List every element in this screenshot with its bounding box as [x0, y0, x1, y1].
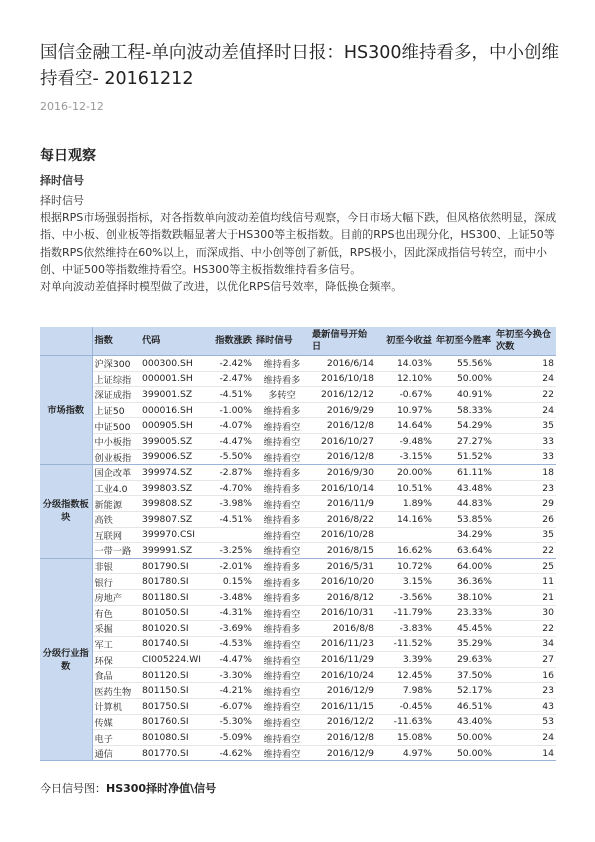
table-cell: 新能源: [92, 496, 140, 512]
table-cell: 22: [494, 621, 556, 637]
table-cell: 399970.CSI: [140, 527, 210, 543]
table-cell: 中小板指: [92, 433, 140, 449]
table-cell: 21: [494, 589, 556, 605]
table-row: [40, 574, 556, 590]
table-row: [40, 496, 556, 512]
table-row: [40, 730, 556, 746]
table-cell: 0.15%: [210, 574, 254, 590]
table-cell: 维持看空: [254, 652, 310, 668]
table-cell: 通信: [92, 745, 140, 761]
table-cell: 10.97%: [376, 402, 434, 418]
table-cell: 2016/11/15: [310, 699, 376, 715]
table-cell: 14.64%: [376, 418, 434, 434]
table-header-row: [40, 327, 556, 356]
table-cell: -3.15%: [376, 449, 434, 465]
table-cell: 上证50: [92, 402, 140, 418]
table-cell: -4.07%: [210, 418, 254, 434]
table-row: [40, 683, 556, 699]
table-cell: 维持看空: [254, 605, 310, 621]
table-cell: 7.98%: [376, 683, 434, 699]
table-cell: 一带一路: [92, 543, 140, 559]
table-cell: 2016/10/31: [310, 605, 376, 621]
table-cell: 房地产: [92, 589, 140, 605]
table-cell: 2016/10/24: [310, 667, 376, 683]
table-cell: 维持看空: [254, 527, 310, 543]
table-row: [40, 371, 556, 387]
table-cell: 24: [494, 371, 556, 387]
paragraph: 根据RPS市场强弱指标，对各指数单向波动差值均线信号观察，今日市场大幅下跌，但风格依然明显，深成指、中小板、创业板等指数跌幅显著大于HS300等主板指数。目前的RPS也出现分化，HS300、上证50等指数RPS依然维持在60%以上，而深成指、中小创等创了新低，RPS极小，因此深成指信号转空，而中小创、中证500等指数维持看空。HS300等主板指数维持看多信号。: [40, 211, 557, 276]
table-cell: -3.25%: [210, 543, 254, 559]
table-cell: 27: [494, 652, 556, 668]
table-cell: 801120.SI: [140, 667, 210, 683]
table-cell: 2016/5/31: [310, 558, 376, 574]
table-cell: 维持看多: [254, 574, 310, 590]
table-cell: 22: [494, 387, 556, 403]
table-cell: 维持看多: [254, 402, 310, 418]
table-cell: -4.70%: [210, 480, 254, 496]
table-cell: 52.17%: [434, 683, 494, 699]
table-cell: 34: [494, 636, 556, 652]
table-cell: 12.10%: [376, 371, 434, 387]
table-cell: 传媒: [92, 714, 140, 730]
table-cell: 2016/12/8: [310, 449, 376, 465]
table-cell: 801740.SI: [140, 636, 210, 652]
table-cell: -11.52%: [376, 636, 434, 652]
table-cell: 维持看空: [254, 730, 310, 746]
table-row: [40, 621, 556, 637]
table-cell: 2016/11/29: [310, 652, 376, 668]
table-cell: 18: [494, 356, 556, 372]
table-cell: 801770.SI: [140, 745, 210, 761]
table-cell: 25: [494, 558, 556, 574]
table-cell: 非银: [92, 558, 140, 574]
table-cell: 801180.SI: [140, 589, 210, 605]
table-cell: 33: [494, 449, 556, 465]
header-cell: 年初至今胜率: [434, 327, 494, 356]
table-cell: 维持看空: [254, 418, 310, 434]
table-cell: 16: [494, 667, 556, 683]
table-cell: 801790.SI: [140, 558, 210, 574]
table-row: [40, 636, 556, 652]
table-cell: 维持看空: [254, 449, 310, 465]
table-cell: 维持看多: [254, 465, 310, 481]
table-cell: 2016/6/14: [310, 356, 376, 372]
table-cell: -4.31%: [210, 605, 254, 621]
table-cell: 35: [494, 527, 556, 543]
table-cell: [376, 527, 434, 543]
table-cell: 50.00%: [434, 745, 494, 761]
table-row: [40, 558, 556, 574]
table-cell: 工业4.0: [92, 480, 140, 496]
table-cell: 电子: [92, 730, 140, 746]
section-title: 每日观察: [40, 148, 96, 164]
table-cell: 22: [494, 543, 556, 559]
table-cell: 创业板指: [92, 449, 140, 465]
table-row: [40, 449, 556, 465]
group-label: 分级指数板块: [40, 465, 92, 559]
table-cell: 2016/9/29: [310, 402, 376, 418]
table-cell: 维持看空: [254, 636, 310, 652]
table-cell: 1.89%: [376, 496, 434, 512]
paragraph: 对单向波动差值择时模型做了改进，以优化RPS信号效率，降低换仓频率。: [40, 280, 403, 294]
table-cell: 2016/11/9: [310, 496, 376, 512]
table-cell: 40.91%: [434, 387, 494, 403]
table-cell: 维持看空: [254, 699, 310, 715]
table-cell: 有色: [92, 605, 140, 621]
table-cell: -9.48%: [376, 433, 434, 449]
table-cell: 801050.SI: [140, 605, 210, 621]
table-cell: 采掘: [92, 621, 140, 637]
table-cell: -2.47%: [210, 371, 254, 387]
table-cell: 军工: [92, 636, 140, 652]
table-cell: 000300.SH: [140, 356, 210, 372]
table-cell: -3.48%: [210, 589, 254, 605]
table-cell: 多转空: [254, 387, 310, 403]
table-cell: -3.69%: [210, 621, 254, 637]
table-cell: 801760.SI: [140, 714, 210, 730]
table-cell: -2.87%: [210, 465, 254, 481]
table-cell: 2016/8/22: [310, 511, 376, 527]
table-cell: 上证综指: [92, 371, 140, 387]
table-cell: 53.85%: [434, 511, 494, 527]
table-cell: 399001.SZ: [140, 387, 210, 403]
table-cell: 53: [494, 714, 556, 730]
table-cell: 23: [494, 480, 556, 496]
table-cell: 801150.SI: [140, 683, 210, 699]
table-cell: 维持看多: [254, 480, 310, 496]
table-cell: 维持看空: [254, 496, 310, 512]
caption-bold: HS300择时净值\信号: [106, 782, 217, 795]
table-cell: -4.53%: [210, 636, 254, 652]
table-cell: 维持看多: [254, 511, 310, 527]
table-row: [40, 356, 556, 372]
table-cell: 36.36%: [434, 574, 494, 590]
table-cell: 64.00%: [434, 558, 494, 574]
table-body: [40, 356, 556, 761]
table-cell: -1.00%: [210, 402, 254, 418]
table-cell: 互联网: [92, 527, 140, 543]
table-cell: -2.01%: [210, 558, 254, 574]
subsection-title: 择时信号: [40, 174, 84, 187]
table-row: [40, 543, 556, 559]
table-cell: 43: [494, 699, 556, 715]
table-cell: 14: [494, 745, 556, 761]
table-cell: -3.83%: [376, 621, 434, 637]
table-cell: 维持看多: [254, 371, 310, 387]
table-cell: 2016/12/12: [310, 387, 376, 403]
table-cell: 2016/12/2: [310, 714, 376, 730]
table-cell: 35: [494, 418, 556, 434]
table-cell: 2016/10/28: [310, 527, 376, 543]
table-cell: 000905.SH: [140, 418, 210, 434]
table-cell: 61.11%: [434, 465, 494, 481]
table-cell: 399808.SZ: [140, 496, 210, 512]
table-cell: 43.48%: [434, 480, 494, 496]
header-cell: 代码: [140, 327, 210, 356]
table-cell: -4.51%: [210, 387, 254, 403]
table-cell: 2016/9/30: [310, 465, 376, 481]
table-cell: 中证500: [92, 418, 140, 434]
table-row: [40, 480, 556, 496]
table-cell: 2016/10/18: [310, 371, 376, 387]
table-cell: 10.51%: [376, 480, 434, 496]
table-cell: 2016/10/20: [310, 574, 376, 590]
table-cell: 国企改革: [92, 465, 140, 481]
table-cell: 24: [494, 730, 556, 746]
table-cell: 维持看空: [254, 433, 310, 449]
table-cell: 维持看多: [254, 621, 310, 637]
table-cell: 维持看空: [254, 683, 310, 699]
table-cell: 20.00%: [376, 465, 434, 481]
table-cell: 399991.SZ: [140, 543, 210, 559]
table-row: [40, 745, 556, 761]
header-cell: 指数涨跌: [210, 327, 254, 356]
header-cell: 指数: [92, 327, 140, 356]
table-cell: 16.62%: [376, 543, 434, 559]
table-cell: 计算机: [92, 699, 140, 715]
table-cell: 000001.SH: [140, 371, 210, 387]
table-row: [40, 511, 556, 527]
table-cell: 14.03%: [376, 356, 434, 372]
table-row: [40, 402, 556, 418]
table-cell: -2.42%: [210, 356, 254, 372]
table-cell: 沪深300: [92, 356, 140, 372]
table-row: [40, 714, 556, 730]
table-cell: 3.15%: [376, 574, 434, 590]
table-cell: 12.45%: [376, 667, 434, 683]
table-cell: -4.21%: [210, 683, 254, 699]
caption-prefix: 今日信号图：: [40, 782, 106, 795]
table-row: [40, 527, 556, 543]
table-cell: 38.10%: [434, 589, 494, 605]
table-cell: 3.39%: [376, 652, 434, 668]
table-cell: 维持看空: [254, 745, 310, 761]
table-cell: 4.97%: [376, 745, 434, 761]
header-cell: 年初至今换仓次数: [494, 327, 556, 356]
table-cell: 环保: [92, 652, 140, 668]
table-cell: 14.16%: [376, 511, 434, 527]
table-cell: 11: [494, 574, 556, 590]
table-cell: -6.07%: [210, 699, 254, 715]
table-cell: 2016/12/8: [310, 730, 376, 746]
publish-date: 2016-12-12: [40, 100, 104, 113]
signal-table: [40, 327, 556, 761]
table-cell: 15.08%: [376, 730, 434, 746]
table-cell: -5.50%: [210, 449, 254, 465]
table-cell: 35.29%: [434, 636, 494, 652]
table-row: [40, 418, 556, 434]
header-cell: 择时信号: [254, 327, 310, 356]
table-cell: 399803.SZ: [140, 480, 210, 496]
table-cell: -5.30%: [210, 714, 254, 730]
table-cell: 33: [494, 433, 556, 449]
table-cell: 维持看空: [254, 667, 310, 683]
table-cell: 高铁: [92, 511, 140, 527]
table-cell: -4.47%: [210, 433, 254, 449]
table-cell: -3.56%: [376, 589, 434, 605]
table-cell: 399974.SZ: [140, 465, 210, 481]
table-cell: -11.63%: [376, 714, 434, 730]
table-cell: -4.51%: [210, 511, 254, 527]
group-label: 分级行业指数: [40, 558, 92, 761]
table-cell: 000016.SH: [140, 402, 210, 418]
table-cell: -0.45%: [376, 699, 434, 715]
table-cell: 63.64%: [434, 543, 494, 559]
table-cell: 2016/12/8: [310, 418, 376, 434]
table-cell: 维持看空: [254, 714, 310, 730]
table-cell: 2016/12/9: [310, 745, 376, 761]
header-cell: 最新信号开始日: [310, 327, 376, 356]
table-cell: 54.29%: [434, 418, 494, 434]
table-cell: 30: [494, 605, 556, 621]
table-cell: 24: [494, 402, 556, 418]
page-title: 国信金融工程-单向波动差值择时日报：HS300维持看多，中小创维持看空- 20161212: [40, 43, 559, 89]
table-row: [40, 465, 556, 481]
table-cell: 银行: [92, 574, 140, 590]
table-cell: [210, 527, 254, 543]
table-cell: 44.83%: [434, 496, 494, 512]
table-cell: 801020.SI: [140, 621, 210, 637]
header-group-cell: [40, 327, 92, 356]
table-cell: 2016/11/23: [310, 636, 376, 652]
table-cell: 维持看多: [254, 589, 310, 605]
table-cell: 深证成指: [92, 387, 140, 403]
table-cell: 维持看空: [254, 543, 310, 559]
table-cell: CI005224.WI: [140, 652, 210, 668]
table-cell: 399005.SZ: [140, 433, 210, 449]
table-cell: -0.67%: [376, 387, 434, 403]
article-body: [40, 192, 558, 295]
table-cell: 29: [494, 496, 556, 512]
table-cell: 51.52%: [434, 449, 494, 465]
table-row: [40, 667, 556, 683]
table-row: [40, 387, 556, 403]
table-cell: 维持看多: [254, 356, 310, 372]
table-cell: 34.29%: [434, 527, 494, 543]
table-cell: 26: [494, 511, 556, 527]
group-label: 市场指数: [40, 356, 92, 465]
table-cell: 50.00%: [434, 730, 494, 746]
table-cell: 医药生物: [92, 683, 140, 699]
table-row: [40, 605, 556, 621]
table-row: [40, 699, 556, 715]
table-cell: 801780.SI: [140, 574, 210, 590]
table-cell: 50.00%: [434, 371, 494, 387]
table-cell: -5.09%: [210, 730, 254, 746]
table-cell: 399006.SZ: [140, 449, 210, 465]
table-cell: 23.33%: [434, 605, 494, 621]
table-cell: 2016/10/27: [310, 433, 376, 449]
table-cell: -3.30%: [210, 667, 254, 683]
table-cell: 2016/8/15: [310, 543, 376, 559]
table-cell: 2016/8/12: [310, 589, 376, 605]
table-cell: 55.56%: [434, 356, 494, 372]
table-cell: 399807.SZ: [140, 511, 210, 527]
table-cell: 27.27%: [434, 433, 494, 449]
table-row: [40, 589, 556, 605]
table-cell: -11.79%: [376, 605, 434, 621]
table-cell: 2016/8/8: [310, 621, 376, 637]
table-cell: -4.62%: [210, 745, 254, 761]
table-cell: 2016/10/14: [310, 480, 376, 496]
chart-caption: [40, 780, 216, 796]
table-cell: 18: [494, 465, 556, 481]
table-cell: 58.33%: [434, 402, 494, 418]
table-cell: -3.98%: [210, 496, 254, 512]
table-cell: 801080.SI: [140, 730, 210, 746]
table-cell: 2016/12/9: [310, 683, 376, 699]
table-cell: 食品: [92, 667, 140, 683]
table-cell: 23: [494, 683, 556, 699]
table-cell: 45.45%: [434, 621, 494, 637]
table-cell: 43.40%: [434, 714, 494, 730]
table-row: [40, 652, 556, 668]
table-cell: 10.72%: [376, 558, 434, 574]
table-cell: 37.50%: [434, 667, 494, 683]
table-row: [40, 433, 556, 449]
table-cell: 29.63%: [434, 652, 494, 668]
table-cell: -4.47%: [210, 652, 254, 668]
table-cell: 46.51%: [434, 699, 494, 715]
paragraph: 择时信号: [40, 194, 84, 207]
table-cell: 维持看多: [254, 558, 310, 574]
header-cell: 初至今收益: [376, 327, 434, 356]
table-cell: 801750.SI: [140, 699, 210, 715]
